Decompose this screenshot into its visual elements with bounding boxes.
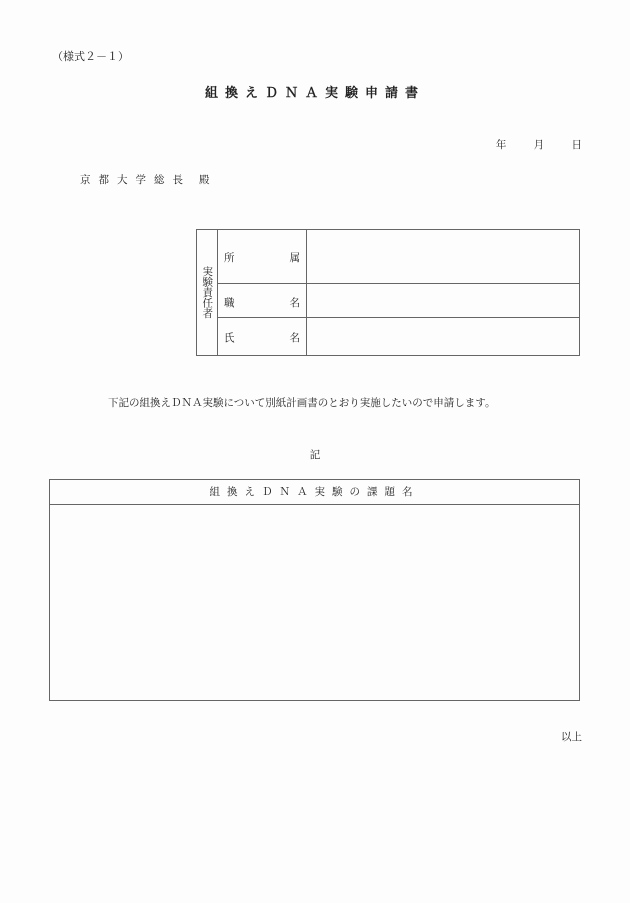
position-label-left: 職 [224, 297, 235, 309]
name-field[interactable] [307, 318, 579, 356]
addressee-name: 京都大学総長 [80, 174, 191, 186]
document-title: 組換えＤＮＡ実験申請書 [204, 86, 425, 101]
name-label-right: 名 [289, 332, 300, 344]
position-label [218, 284, 307, 317]
affiliation-label [218, 230, 307, 283]
applicant-row-position [218, 284, 579, 318]
date-year-label: 年 [495, 139, 507, 151]
date-day-label: 日 [571, 139, 582, 151]
name-label-left: 氏 [224, 332, 235, 344]
affiliation-field[interactable] [307, 230, 579, 283]
application-statement: 下記の組換えＤＮＡ実験について別紙計画書のとおり実施したいので申請します。 [108, 397, 496, 409]
affiliation-label-left: 所 [224, 252, 235, 264]
applicant-side-label: 実験責任者 [201, 266, 214, 319]
addressee [80, 172, 218, 187]
position-label-right: 名 [289, 297, 300, 309]
name-label [218, 318, 307, 356]
closing-text: 以上 [561, 731, 582, 743]
applicant-side-header [197, 230, 218, 355]
project-title-field[interactable] [50, 505, 579, 700]
applicant-table [196, 229, 580, 356]
applicant-row-affiliation [218, 230, 579, 284]
affiliation-label-right: 属 [289, 252, 300, 264]
ki-heading: 記 [309, 449, 321, 461]
date-month-label: 月 [533, 139, 545, 151]
applicant-row-name [218, 318, 579, 356]
form-number: （様式２－１） [52, 50, 129, 63]
project-title-header: 組換えＤＮＡ実験の課題名 [50, 480, 579, 505]
date-line [472, 137, 582, 152]
addressee-honorific: 殿 [199, 174, 218, 186]
project-title-table [49, 479, 580, 701]
position-field[interactable] [307, 284, 579, 317]
